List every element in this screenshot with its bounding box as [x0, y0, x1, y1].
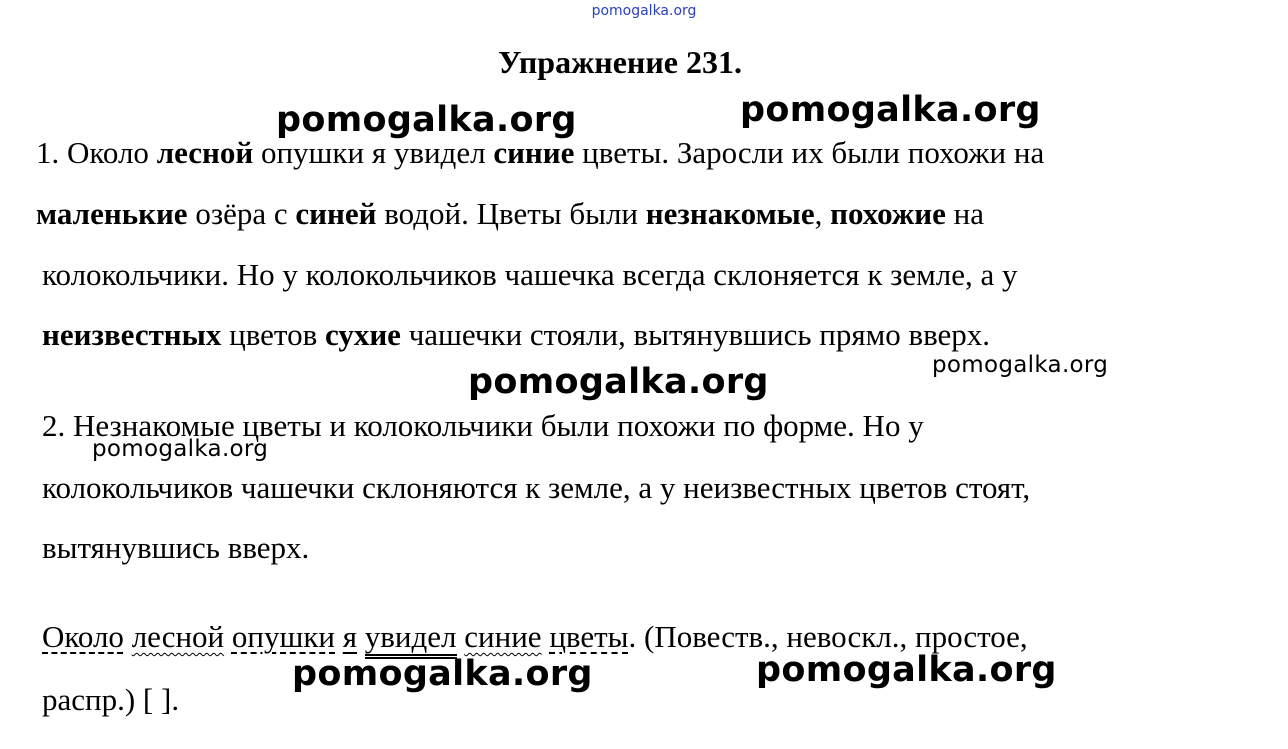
exercise-title: Упражнение 231.	[497, 44, 742, 80]
part2-line-3: вытянувшись вверх.	[42, 530, 310, 565]
bold-word: синей	[295, 196, 377, 231]
subject-word: я	[342, 619, 358, 654]
part2-line-1: 2. Незнакомые цветы и колокольчики были похожи по форме. Но у	[42, 408, 924, 443]
text-fragment: цветов	[221, 317, 325, 352]
watermark: pomogalka.org	[276, 100, 577, 140]
part1-line-4	[42, 317, 990, 353]
attribute-word: лесной	[131, 619, 225, 654]
analysis-line-2: распр.) [ ].	[42, 682, 180, 717]
watermark: pomogalka.org	[468, 362, 769, 402]
text-fragment: колокольчики. Но у колокольчиков чашечка всегда склоняется к земле, а у	[42, 257, 1018, 292]
part1-line-1	[36, 135, 1044, 171]
bold-word: похожие	[830, 196, 946, 231]
watermark: pomogalka.org	[92, 436, 269, 462]
bold-word: неизвестных	[42, 317, 222, 352]
text-fragment: озёра с	[187, 196, 296, 231]
analysis-description: . (Повеств., невоскл., простое,	[628, 619, 1028, 654]
text-fragment: цветы. Заросли их были похожи на	[574, 135, 1045, 170]
watermark: pomogalka.org	[756, 650, 1057, 690]
text-fragment: водой. Цветы были	[376, 196, 646, 231]
bold-word: незнакомые	[645, 196, 815, 231]
adverbial-word: Около	[42, 619, 124, 654]
text-fragment: на	[945, 196, 985, 231]
watermark: pomogalka.org	[932, 352, 1109, 378]
adverbial-word: опушки	[231, 619, 336, 654]
source-link[interactable]: pomogalka.org	[591, 3, 697, 19]
predicate-word: увидел	[365, 619, 457, 659]
attribute-word: синие	[464, 619, 542, 654]
bold-word: маленькие	[36, 196, 188, 231]
part2-line-2: колокольчиков чашечки склоняются к земле, а у неизвестных цветов стоят,	[42, 470, 1031, 505]
text-fragment: ,	[814, 196, 831, 231]
part1-line-2	[36, 196, 984, 232]
part1-line-3	[42, 257, 1018, 293]
watermark: pomogalka.org	[292, 654, 593, 694]
watermark: pomogalka.org	[740, 90, 1041, 130]
bold-word: синие	[493, 135, 575, 170]
object-word: цветы	[549, 619, 629, 654]
bold-word: лесной	[156, 135, 254, 170]
text-fragment: чашечки стояли, вытянувшись прямо вверх.	[400, 317, 991, 352]
bold-word: сухие	[324, 317, 401, 352]
text-fragment: 1. Около	[36, 135, 157, 170]
text-fragment: опушки я увидел	[253, 135, 494, 170]
